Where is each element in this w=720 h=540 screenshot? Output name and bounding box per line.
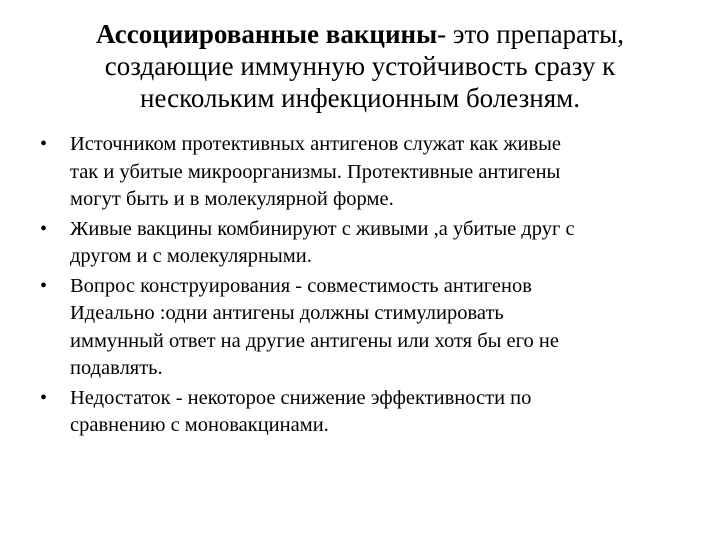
bullet-text-line: так и убитые микроорганизмы. Протективные антигены bbox=[70, 160, 561, 183]
slide-title bbox=[40, 18, 680, 114]
bullet-icon: • bbox=[40, 133, 48, 155]
bullet-text-line: Живые вакцины комбинируют с живыми ,а убитые друг с bbox=[70, 217, 575, 240]
bullet-icon: • bbox=[40, 274, 48, 297]
bullet-text-line: иммунный ответ на другие антигены или хотя бы его не bbox=[70, 329, 559, 352]
bullet-text-line: Вопрос конструирования - совместимость антигенов bbox=[70, 274, 532, 297]
bullet-item bbox=[28, 385, 698, 440]
bullet-text-line: Источником протективных антигенов служат как живые bbox=[70, 133, 562, 155]
bullet-icon: • bbox=[40, 386, 48, 409]
bullet-list bbox=[28, 131, 698, 442]
bullet-item bbox=[28, 131, 698, 214]
bullet-item bbox=[28, 216, 698, 271]
title-line-2: создающие иммунную устойчивость сразу к bbox=[104, 51, 616, 81]
title-line-3: нескольким инфекционным болезням. bbox=[140, 83, 580, 113]
bullet-text-line: подавлять. bbox=[70, 357, 163, 379]
bullet-item bbox=[28, 273, 698, 383]
title-bold-term: Ассоциированные вакцины bbox=[95, 19, 438, 49]
bullet-text-line: сравнению с моновакцинами. bbox=[70, 414, 329, 436]
title-line-1 bbox=[40, 18, 680, 50]
bullet-text-line: Недостаток - некоторое снижение эффективности по bbox=[70, 386, 532, 409]
title-line-1-rest: - это препараты, bbox=[437, 19, 625, 49]
bullet-text-line: Идеально :одни антигены должны стимулировать bbox=[70, 302, 504, 324]
bullet-text-line: другом и с молекулярными. bbox=[70, 245, 312, 267]
bullet-text-line: могут быть и в молекулярной форме. bbox=[70, 188, 394, 210]
bullet-icon: • bbox=[40, 217, 48, 240]
